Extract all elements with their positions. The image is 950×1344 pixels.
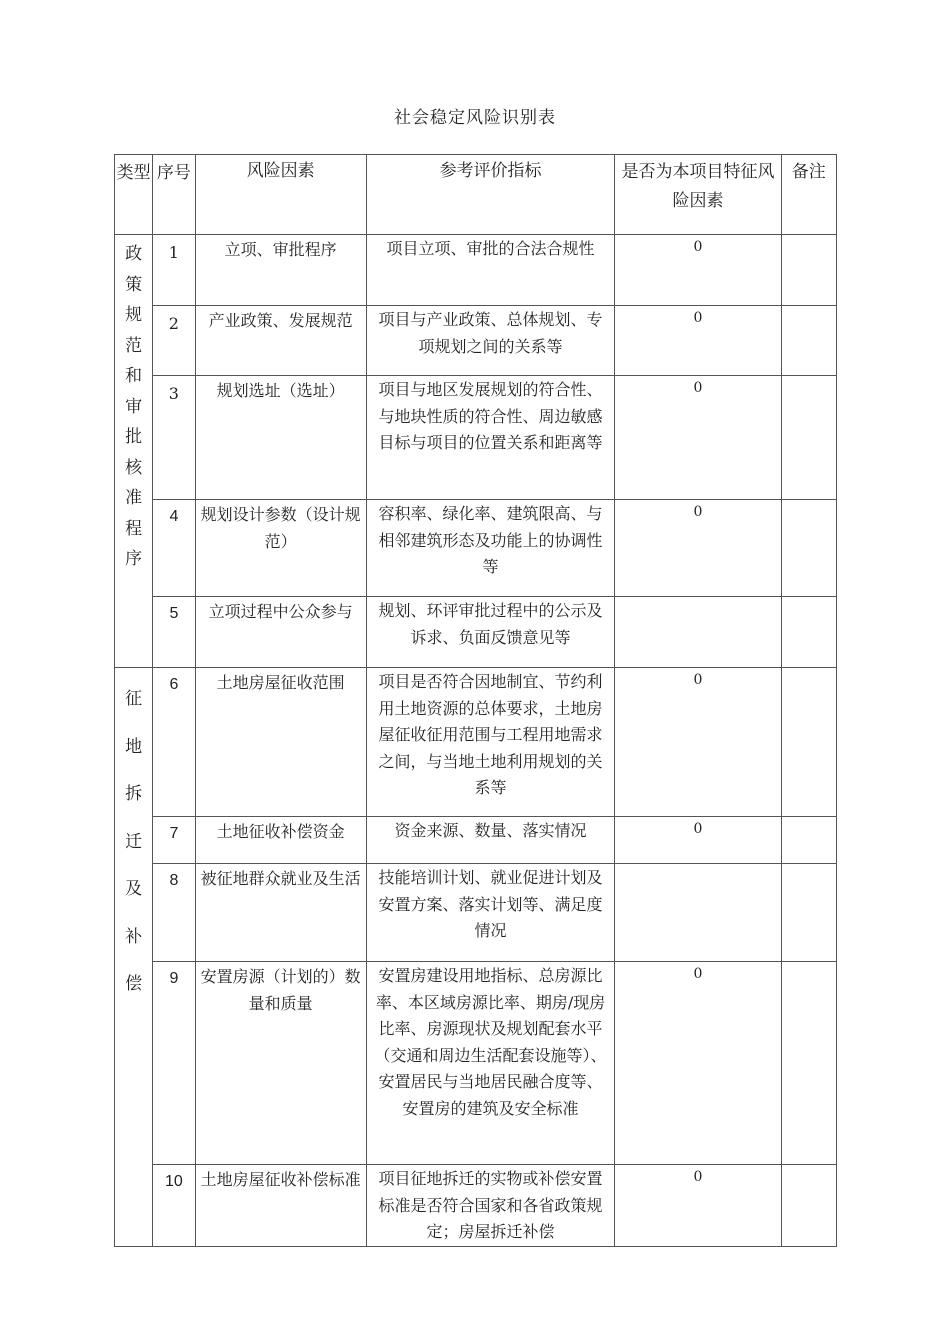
row-feature: 0 bbox=[615, 962, 781, 1165]
row-no: 8 bbox=[153, 864, 195, 962]
group-cell-land: 征 地 拆 迁 及 补 偿 bbox=[115, 668, 153, 1247]
row-factor: 安置房源（计划的）数量和质量 bbox=[195, 962, 366, 1165]
table-row bbox=[115, 864, 837, 962]
header-factor: 风险因素 bbox=[195, 155, 366, 235]
row-note bbox=[781, 1165, 836, 1247]
row-index: 技能培训计划、就业促进计划及安置方案、落实计划等、满足度情况 bbox=[366, 864, 615, 962]
row-feature bbox=[615, 597, 781, 668]
row-no: 6 bbox=[153, 668, 195, 817]
row-no: 10 bbox=[153, 1165, 195, 1247]
row-feature: 0 bbox=[615, 1165, 781, 1247]
table-row bbox=[115, 376, 837, 500]
row-no: 7 bbox=[153, 817, 195, 864]
row-no: 2 bbox=[153, 306, 195, 376]
table-row bbox=[115, 500, 837, 597]
row-factor: 规划设计参数（设计规范） bbox=[195, 500, 366, 597]
header-type: 类型 bbox=[115, 155, 153, 235]
page-title: 社会稳定风险识别表 bbox=[394, 108, 556, 128]
row-factor: 规划选址（选址） bbox=[195, 376, 366, 500]
header-index: 参考评价指标 bbox=[366, 155, 615, 235]
table-row bbox=[115, 962, 837, 1165]
row-factor: 立项过程中公众参与 bbox=[195, 597, 366, 668]
row-index: 容积率、绿化率、建筑限高、与相邻建筑形态及功能上的协调性等 bbox=[366, 500, 615, 597]
table-row bbox=[115, 235, 837, 306]
row-no: 5 bbox=[153, 597, 195, 668]
row-note bbox=[781, 817, 836, 864]
row-note bbox=[781, 864, 836, 962]
row-index: 项目立项、审批的合法合规性 bbox=[366, 235, 615, 306]
row-feature: 0 bbox=[615, 817, 781, 864]
row-factor: 立项、审批程序 bbox=[195, 235, 366, 306]
table-row bbox=[115, 668, 837, 817]
header-row bbox=[115, 155, 837, 235]
row-note bbox=[781, 235, 836, 306]
row-feature: 0 bbox=[615, 500, 781, 597]
table-row bbox=[115, 597, 837, 668]
row-note bbox=[781, 500, 836, 597]
header-no: 序号 bbox=[153, 155, 195, 235]
row-no: 1 bbox=[153, 235, 195, 306]
row-index: 规划、环评审批过程中的公示及诉求、负面反馈意见等 bbox=[366, 597, 615, 668]
row-note bbox=[781, 597, 836, 668]
row-no: 4 bbox=[153, 500, 195, 597]
row-index: 项目与地区发展规划的符合性、与地块性质的符合性、周边敏感目标与项目的位置关系和距离等 bbox=[366, 376, 615, 500]
row-index: 项目征地拆迁的实物或补偿安置标准是否符合国家和各省政策规定；房屋拆迁补偿 bbox=[366, 1165, 615, 1247]
row-feature: 0 bbox=[615, 668, 781, 817]
row-index: 资金来源、数量、落实情况 bbox=[366, 817, 615, 864]
row-feature: 0 bbox=[615, 235, 781, 306]
row-no: 9 bbox=[153, 962, 195, 1165]
risk-table bbox=[114, 154, 837, 1247]
group-cell-policy: 政 策 规 范 和 审 批 核 准 程 序 bbox=[115, 235, 153, 668]
header-feature: 是否为本项目特征风险因素 bbox=[615, 155, 781, 235]
row-no: 3 bbox=[153, 376, 195, 500]
table-row bbox=[115, 1165, 837, 1247]
row-factor: 被征地群众就业及生活 bbox=[195, 864, 366, 962]
row-factor: 土地房屋征收补偿标准 bbox=[195, 1165, 366, 1247]
row-feature: 0 bbox=[615, 376, 781, 500]
header-note: 备注 bbox=[781, 155, 836, 235]
row-index: 安置房建设用地指标、总房源比率、本区域房源比率、期房/现房比率、房源现状及规划配套水平（交通和周边生活配套设施等）、安置居民与当地居民融合度等、安置房的建筑及安全标准 bbox=[366, 962, 615, 1165]
row-factor: 产业政策、发展规范 bbox=[195, 306, 366, 376]
row-note bbox=[781, 376, 836, 500]
row-factor: 土地房屋征收范围 bbox=[195, 668, 366, 817]
row-index: 项目是否符合因地制宜、节约利用土地资源的总体要求，土地房屋征收征用范围与工程用地需求之间，与当地土地利用规划的关系等 bbox=[366, 668, 615, 817]
row-feature: 0 bbox=[615, 306, 781, 376]
table-row bbox=[115, 817, 837, 864]
row-feature bbox=[615, 864, 781, 962]
row-index: 项目与产业政策、总体规划、专项规划之间的关系等 bbox=[366, 306, 615, 376]
row-factor: 土地征收补偿资金 bbox=[195, 817, 366, 864]
table-row bbox=[115, 306, 837, 376]
row-note bbox=[781, 962, 836, 1165]
row-note bbox=[781, 306, 836, 376]
row-note bbox=[781, 668, 836, 817]
